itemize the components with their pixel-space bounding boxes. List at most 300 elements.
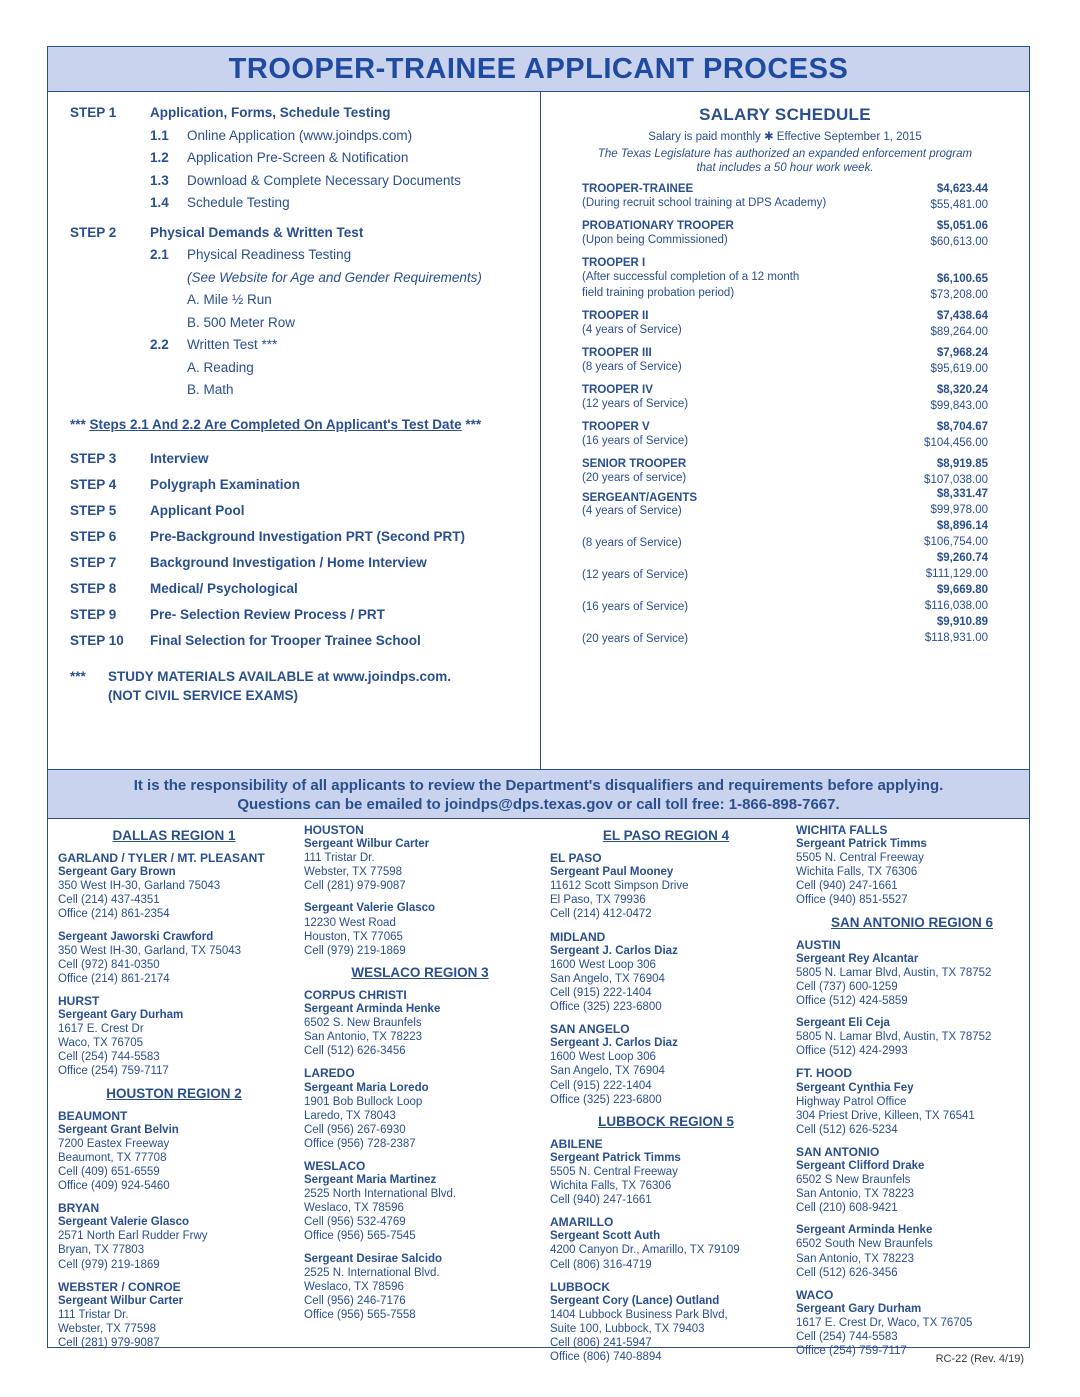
contact-city: WESLACO [304, 1158, 366, 1173]
contact-line: Cell (806) 241-5947 [550, 1337, 652, 1349]
sergeant-salary-row [582, 520, 988, 552]
step-2 [70, 225, 530, 248]
step-number: STEP 2 [70, 224, 117, 240]
substep-1-1 [70, 128, 530, 151]
contact-line: 5505 N. Central Freeway [550, 1165, 678, 1178]
salary-title: TROOPER I [582, 257, 646, 269]
salary-row [582, 220, 988, 248]
contact-line: San Angelo, TX 76904 [550, 1065, 665, 1078]
contacts-column-4 [796, 823, 1028, 1366]
step-10 [70, 633, 530, 659]
contacts-column-3 [550, 827, 782, 1372]
contact-line: Wichita Falls, TX 76306 [550, 1180, 672, 1193]
contact-city: HOUSTON [304, 823, 364, 837]
contact-city: MIDLAND [550, 929, 606, 944]
contact-entry [58, 930, 290, 986]
salary-description: (After successful completion of a 12 month [582, 271, 800, 283]
contact-name: Sergeant Eli Ceja [796, 1017, 890, 1030]
annual-salary: $99,843.00 [930, 400, 988, 412]
annual-salary: $116,038.00 [924, 600, 988, 612]
contact-line: Bryan, TX 77803 [58, 1244, 145, 1257]
contact-name: Sergeant Valerie Glasco [304, 902, 436, 915]
annual-salary: $104,456.00 [924, 437, 988, 449]
contact-name: Sergeant Gary Brown [58, 866, 176, 879]
applicant-notice [48, 769, 1029, 819]
contact-city: AMARILLO [550, 1215, 614, 1230]
salary-description: (8 years of Service) [582, 361, 682, 373]
contact-line: Cell (979) 219-1869 [58, 1258, 160, 1271]
annual-salary: $73,208.00 [930, 289, 988, 301]
step-label: Application, Forms, Schedule Testing [150, 105, 391, 120]
contact-city: FT. HOOD [796, 1066, 852, 1081]
column-divider [540, 91, 541, 769]
sergeant-salary-row [582, 552, 988, 584]
salary-subtitle: Salary is paid monthly ✱ Effective September 1, 2015 [648, 131, 922, 143]
step-1 [70, 105, 530, 128]
study-materials-note [70, 667, 530, 705]
salary-row [582, 384, 988, 412]
contact-line: San Antonio, TX 78223 [304, 1031, 423, 1044]
contact-line: Office (512) 424-2993 [796, 1045, 908, 1058]
contact-line: Office (214) 861-2354 [58, 908, 170, 921]
substep-item: B. Math [187, 382, 234, 397]
contact-name: Sergeant Cynthia Fey [796, 1081, 914, 1094]
step-label: Pre-Background Investigation PRT (Second PRT) [150, 528, 466, 544]
substep-2-2-a [70, 360, 530, 383]
contact-entry [304, 823, 536, 893]
contact-name: Sergeant Patrick Timms [550, 1151, 681, 1164]
contact-line: 111 Tristar Dr. [304, 852, 375, 865]
substep-note: (See Website for Age and Gender Requirements) [187, 269, 482, 285]
contact-entry [550, 1215, 782, 1271]
salary-heading: SALARY SCHEDULE [699, 105, 871, 124]
contact-line: Cell (956) 267-6930 [304, 1123, 406, 1136]
contact-entry [796, 823, 1028, 908]
contact-city: AUSTIN [796, 937, 841, 952]
contact-line: 5805 N. Lamar Blvd, Austin, TX 78752 [796, 966, 992, 979]
contact-name: Sergeant Wilbur Carter [304, 838, 430, 851]
contact-line: Weslaco, TX 78596 [304, 1280, 404, 1293]
step-number: STEP 7 [70, 554, 117, 570]
contact-entry [304, 1252, 536, 1322]
step-label: Final Selection for Trooper Trainee School [150, 632, 421, 648]
contact-city: BRYAN [58, 1201, 100, 1216]
contact-line: 6502 S New Braunfels [796, 1174, 911, 1187]
contact-city: HURST [58, 993, 100, 1008]
contact-line: 1617 E. Crest Dr, Waco, TX 76705 [796, 1316, 973, 1329]
substep-1-2 [70, 150, 530, 173]
contact-line: Cell (214) 437-4351 [58, 894, 160, 907]
step-number: STEP 6 [70, 528, 117, 544]
salary-description: (4 years of Service) [582, 505, 682, 517]
step-6 [70, 529, 530, 555]
step-number: STEP 3 [70, 450, 117, 466]
study-line-1: STUDY MATERIALS AVAILABLE at www.joindps.com. [108, 668, 452, 684]
contact-city: LUBBOCK [550, 1279, 610, 1294]
contact-city: ABILENE [550, 1136, 603, 1151]
contact-name: Sergeant Cory (Lance) Outland [550, 1294, 720, 1307]
contact-name: Sergeant J. Carlos Diaz [550, 944, 678, 957]
study-line-2: (NOT CIVIL SERVICE EXAMS) [108, 687, 299, 703]
contact-name: Sergeant Clifford Drake [796, 1159, 925, 1172]
contact-line: 1600 West Loop 306 [550, 1051, 656, 1064]
salary-title: PROBATIONARY TROOPER [582, 220, 734, 232]
contact-line: Webster, TX 77598 [58, 1322, 157, 1335]
step-label: Physical Demands & Written Test [150, 224, 364, 240]
contact-line: Cell (979) 219-1869 [304, 944, 406, 957]
step-label: Medical/ Psychological [150, 580, 298, 596]
salary-title: SENIOR TROOPER [582, 458, 687, 470]
contact-line: Office (940) 851-5527 [796, 894, 908, 907]
contact-line: El Paso, TX 79936 [550, 894, 646, 907]
step-label: Interview [150, 450, 209, 466]
annual-salary: $106,754.00 [924, 536, 988, 548]
contact-line: Cell (210) 608-9421 [796, 1202, 898, 1215]
contact-city: SAN ANGELO [550, 1022, 630, 1037]
contact-line: Office (214) 861-2174 [58, 972, 170, 985]
contact-city: GARLAND / TYLER / MT. PLEASANT [58, 851, 265, 866]
substep-number: 2.2 [150, 337, 169, 352]
contact-name: Sergeant Rey Alcantar [796, 952, 919, 965]
substep-item: B. 500 Meter Row [187, 314, 296, 330]
contact-city: WEBSTER / CONROE [58, 1279, 181, 1294]
substep-2-2-b [70, 382, 530, 405]
sergeant-block [582, 488, 988, 664]
contact-entry [796, 1288, 1028, 1358]
contact-entry [58, 994, 290, 1079]
salary-row [582, 257, 988, 301]
substep-1-4 [70, 195, 530, 218]
contact-name: Sergeant Paul Mooney [550, 866, 674, 879]
step-number: STEP 9 [70, 606, 117, 622]
contact-line: Webster, TX 77598 [304, 866, 403, 879]
contact-name: Sergeant Maria Martinez [304, 1174, 437, 1187]
salary-title: TROOPER-TRAINEE [582, 183, 694, 195]
substep-label: Download & Complete Necessary Documents [187, 172, 461, 188]
contact-line: San Antonio, TX 78223 [796, 1188, 915, 1201]
contact-line: Laredo, TX 78043 [304, 1109, 396, 1122]
step-7 [70, 555, 530, 581]
substep-2-1-note [70, 270, 530, 293]
step-4 [70, 477, 530, 503]
contact-line: 2571 North Earl Rudder Frwy [58, 1230, 208, 1243]
annual-salary: $99,978.00 [930, 504, 988, 516]
salary-title: SERGEANT/AGENTS [582, 492, 698, 504]
contact-line: Office (325) 223-6800 [550, 1093, 662, 1106]
salary-description: (12 years of Service) [582, 569, 689, 581]
contact-city: EL PASO [550, 851, 602, 866]
contact-line: Waco, TX 76705 [58, 1037, 144, 1050]
contact-line: Beaumont, TX 77708 [58, 1151, 167, 1164]
monthly-salary: $9,910.89 [936, 616, 988, 628]
contact-line: Cell (806) 316-4719 [550, 1258, 652, 1271]
annual-salary: $89,264.00 [930, 326, 988, 338]
step-number: STEP 10 [70, 632, 124, 648]
annual-salary: $60,613.00 [930, 236, 988, 248]
contact-line: Cell (915) 222-1404 [550, 1079, 652, 1092]
monthly-salary: $7,968.24 [936, 347, 988, 359]
page-title: TROOPER-TRAINEE APPLICANT PROCESS [48, 47, 1029, 92]
contact-city: BEAUMONT [58, 1108, 128, 1123]
contact-line: Cell (214) 412-0472 [550, 908, 652, 921]
substep-1-3 [70, 173, 530, 196]
contact-line: 1600 West Loop 306 [550, 958, 656, 971]
contact-line: 4200 Canyon Dr., Amarillo, TX 79109 [550, 1244, 740, 1257]
contact-entry [304, 1066, 536, 1151]
salary-description: (20 years of Service) [582, 633, 689, 645]
notice-line-2: Questions can be emailed to joindps@dps.texas.gov or call toll free: 1-866-898-7667. [237, 796, 840, 813]
substep-label: Application Pre-Screen & Notification [187, 150, 409, 165]
salary-title: TROOPER V [582, 421, 650, 433]
contact-line: Cell (972) 841-0350 [58, 958, 160, 971]
substep-2-1-a [70, 292, 530, 315]
contact-line: 12230 West Road [304, 916, 396, 929]
salary-description: (During recruit school training at DPS Academy) [582, 197, 827, 209]
step-8 [70, 581, 530, 607]
contact-line: Office (512) 424-5859 [796, 995, 908, 1008]
contact-line: 2525 North International Blvd. [304, 1188, 457, 1201]
contact-line: Cell (956) 246-7176 [304, 1294, 406, 1307]
annual-salary: $107,038.00 [924, 474, 988, 486]
monthly-salary: $8,896.14 [936, 520, 988, 532]
contact-line: San Antonio, TX 78223 [796, 1252, 915, 1265]
annual-salary: $95,619.00 [930, 363, 988, 375]
contact-line: 304 Priest Drive, Killeen, TX 76541 [796, 1109, 975, 1122]
contact-line: 1901 Bob Bullock Loop [304, 1095, 423, 1108]
substep-2-1-b [70, 315, 530, 338]
contact-line: Suite 100, Lubbock, TX 79403 [550, 1322, 705, 1335]
notice-line-1: It is the responsibility of all applicants to review the Department's disqualifiers and requirements before applying. [133, 777, 944, 794]
revision-code: RC-22 (Rev. 4/19) [935, 1353, 1024, 1365]
monthly-salary: $8,704.67 [936, 421, 988, 433]
annual-salary: $118,931.00 [924, 632, 988, 644]
step-label: Polygraph Examination [150, 476, 301, 492]
contact-entry [796, 1145, 1028, 1215]
substep-number: 1.4 [150, 195, 169, 210]
salary-row [582, 310, 988, 338]
salary-row [582, 421, 988, 449]
contact-entry [58, 1280, 290, 1350]
contact-name: Sergeant Gary Durham [796, 1302, 922, 1315]
contact-name: Sergeant Scott Auth [550, 1230, 661, 1243]
salary-row [582, 347, 988, 375]
monthly-salary: $7,438.64 [936, 310, 988, 322]
salary-title: TROOPER III [582, 347, 652, 359]
substep-label: Physical Readiness Testing [187, 247, 352, 262]
contact-entry [304, 1159, 536, 1244]
contact-line: 1404 Lubbock Business Park Blvd, [550, 1308, 728, 1321]
annual-salary: $55,481.00 [930, 199, 988, 211]
salary-description: (20 years of service) [582, 472, 687, 484]
step-label: Pre- Selection Review Process / PRT [150, 606, 385, 622]
substep-item: A. Reading [187, 359, 254, 375]
salary-schedule [582, 105, 988, 664]
substep-2-2 [70, 337, 530, 360]
substep-number: 2.1 [150, 247, 169, 262]
contact-line: Cell (915) 222-1404 [550, 986, 652, 999]
salary-description: (8 years of Service) [582, 537, 682, 549]
contact-line: Cell (512) 626-3456 [796, 1266, 898, 1279]
contact-line: Office (956) 565-7558 [304, 1308, 416, 1321]
substep-label: Written Test *** [187, 337, 278, 352]
contact-line: Cell (512) 626-3456 [304, 1045, 406, 1058]
contact-line: 350 West IH-30, Garland, TX 75043 [58, 944, 242, 957]
contacts-column-2 [304, 823, 536, 1330]
monthly-salary: $8,331.47 [936, 488, 988, 500]
salary-title: TROOPER IV [582, 384, 653, 396]
salary-description: (4 years of Service) [582, 324, 682, 336]
legislature-note-2: that includes a 50 hour work week. [696, 162, 874, 174]
contact-name: Sergeant Gary Durham [58, 1009, 184, 1022]
substep-label: Online Application (www.joindps.com) [187, 127, 413, 143]
contact-entry [550, 851, 782, 921]
step-5 [70, 503, 530, 529]
legislature-note-1: The Texas Legislature has authorized an expanded enforcement program [597, 148, 973, 160]
contact-line: 7200 Eastex Freeway [58, 1137, 170, 1150]
contact-line: Cell (281) 979-9087 [304, 880, 406, 893]
contact-line: Office (254) 759-7117 [796, 1345, 907, 1358]
region-heading: HOUSTON REGION 2 [106, 1085, 242, 1101]
contact-entry [304, 988, 536, 1058]
step-9 [70, 607, 530, 633]
monthly-salary: $8,320.24 [936, 384, 988, 396]
contact-line: 350 West IH-30, Garland 75043 [58, 880, 221, 893]
note-text: Steps 2.1 And 2.2 Are Completed On Applicant's Test Date [89, 416, 462, 432]
substep-number: 1.2 [150, 150, 169, 165]
contact-name: Sergeant Arminda Henke [304, 1003, 441, 1016]
contact-entry [550, 1280, 782, 1365]
step-label: Applicant Pool [150, 502, 245, 518]
contact-name: Sergeant Maria Loredo [304, 1081, 429, 1094]
contact-city: WACO [796, 1287, 834, 1302]
note-stars: *** [70, 416, 86, 432]
sergeant-salary-row [582, 488, 988, 520]
contact-name: Sergeant J. Carlos Diaz [550, 1037, 678, 1050]
step-number: STEP 1 [70, 105, 117, 120]
contact-name: Sergeant Patrick Timms [796, 838, 927, 851]
contact-line: Cell (940) 247-1661 [796, 880, 898, 893]
contact-entry [550, 930, 782, 1015]
sergeant-salary-row [582, 584, 988, 616]
contact-city: WICHITA FALLS [796, 823, 888, 837]
contacts-column-1 [58, 827, 290, 1358]
monthly-salary: $8,919.85 [936, 458, 988, 470]
monthly-salary: $9,669.80 [936, 584, 988, 596]
substep-number: 1.3 [150, 172, 169, 188]
contact-entry [796, 938, 1028, 1008]
contact-line: Houston, TX 77065 [304, 930, 403, 943]
contact-entry [796, 1223, 1028, 1279]
contact-line: Office (325) 223-6800 [550, 1001, 662, 1014]
contact-entry [58, 1109, 290, 1194]
substep-item: A. Mile ½ Run [187, 292, 272, 307]
contact-line: Cell (409) 651-6559 [58, 1165, 160, 1178]
study-stars: *** [70, 668, 86, 684]
contact-line: Cell (254) 744-5583 [796, 1331, 898, 1343]
contact-line: 5805 N. Lamar Blvd, Austin, TX 78752 [796, 1031, 992, 1044]
contact-line: 6502 S. New Braunfels [304, 1017, 422, 1030]
contact-line: 6502 South New Braunfels [796, 1238, 933, 1251]
monthly-salary: $4,623.44 [936, 183, 988, 195]
contact-city: CORPUS CHRISTI [304, 987, 407, 1002]
contact-line: 111 Tristar Dr. [58, 1308, 129, 1321]
contact-line: Office (806) 740-8894 [550, 1351, 662, 1364]
contact-line: Cell (281) 979-9087 [58, 1337, 160, 1349]
contact-line: 1617 E. Crest Dr [58, 1023, 144, 1036]
contact-name: Sergeant Grant Belvin [58, 1123, 179, 1136]
step-number: STEP 8 [70, 580, 117, 596]
step-number: STEP 4 [70, 476, 117, 492]
substep-2-1 [70, 247, 530, 270]
contact-name: Sergeant Wilbur Carter [58, 1294, 184, 1307]
substep-label: Schedule Testing [187, 195, 290, 210]
step-label: Background Investigation / Home Interview [150, 554, 427, 570]
monthly-salary: $6,100.65 [936, 273, 988, 285]
annual-salary: $111,129.00 [925, 568, 988, 580]
region-heading: SAN ANTONIO REGION 6 [830, 914, 994, 930]
step-3 [70, 451, 530, 477]
region-heading: DALLAS REGION 1 [112, 828, 236, 843]
step-number: STEP 5 [70, 502, 117, 518]
region-heading: EL PASO REGION 4 [602, 828, 730, 843]
contact-line: Office (956) 565-7545 [304, 1230, 416, 1243]
contact-entry [58, 1201, 290, 1271]
salary-row [582, 458, 988, 486]
contact-line: 11612 Scott Simpson Drive [550, 880, 689, 893]
contact-entry [58, 851, 290, 921]
steps-section [70, 105, 530, 705]
salary-row [582, 183, 988, 211]
contact-city: SAN ANTONIO [796, 1144, 880, 1159]
contact-name: Sergeant Valerie Glasco [58, 1216, 190, 1229]
contact-line: Office (254) 759-7117 [58, 1065, 169, 1078]
salary-title: TROOPER II [582, 310, 649, 322]
region-heading: LUBBOCK REGION 5 [598, 1113, 734, 1129]
salary-description: (12 years of Service) [582, 398, 689, 410]
contact-entry [550, 1137, 782, 1207]
contact-entry [796, 1016, 1028, 1058]
contact-entry [304, 901, 536, 957]
contact-line: 5505 N. Central Freeway [796, 852, 924, 865]
note-stars: *** [465, 416, 482, 432]
contact-entry [796, 1066, 1028, 1136]
sergeant-salary-row [582, 616, 988, 648]
contact-line: Cell (512) 626-5234 [796, 1123, 898, 1136]
contact-city: LAREDO [304, 1066, 355, 1081]
salary-description: field training probation period) [582, 287, 735, 299]
contact-line: Office (956) 728-2387 [304, 1137, 416, 1150]
contact-line: Cell (940) 247-1661 [550, 1194, 652, 1207]
monthly-salary: $9,260.74 [936, 552, 988, 564]
contact-line: Wichita Falls, TX 76306 [796, 866, 918, 879]
test-date-note [70, 417, 530, 439]
contact-line: San Angelo, TX 76904 [550, 972, 665, 985]
contact-line: Highway Patrol Office [796, 1095, 907, 1108]
contact-name: Sergeant Arminda Henke [796, 1224, 933, 1237]
salary-description: (16 years of Service) [582, 601, 689, 613]
contact-name: Sergeant Desirae Salcido [304, 1252, 443, 1265]
salary-description: (16 years of Service) [582, 435, 689, 447]
contact-entry [550, 1022, 782, 1107]
salary-description: (Upon being Commissioned) [582, 234, 728, 246]
contact-line: Weslaco, TX 78596 [304, 1202, 404, 1215]
region-heading: WESLACO REGION 3 [351, 964, 489, 980]
monthly-salary: $5,051.06 [936, 220, 988, 232]
contact-line: Office (409) 924-5460 [58, 1180, 170, 1193]
contact-line: Cell (956) 532-4769 [304, 1216, 406, 1229]
contact-line: Cell (254) 744-5583 [58, 1051, 160, 1064]
contact-line: 2525 N. International Blvd. [304, 1266, 440, 1279]
